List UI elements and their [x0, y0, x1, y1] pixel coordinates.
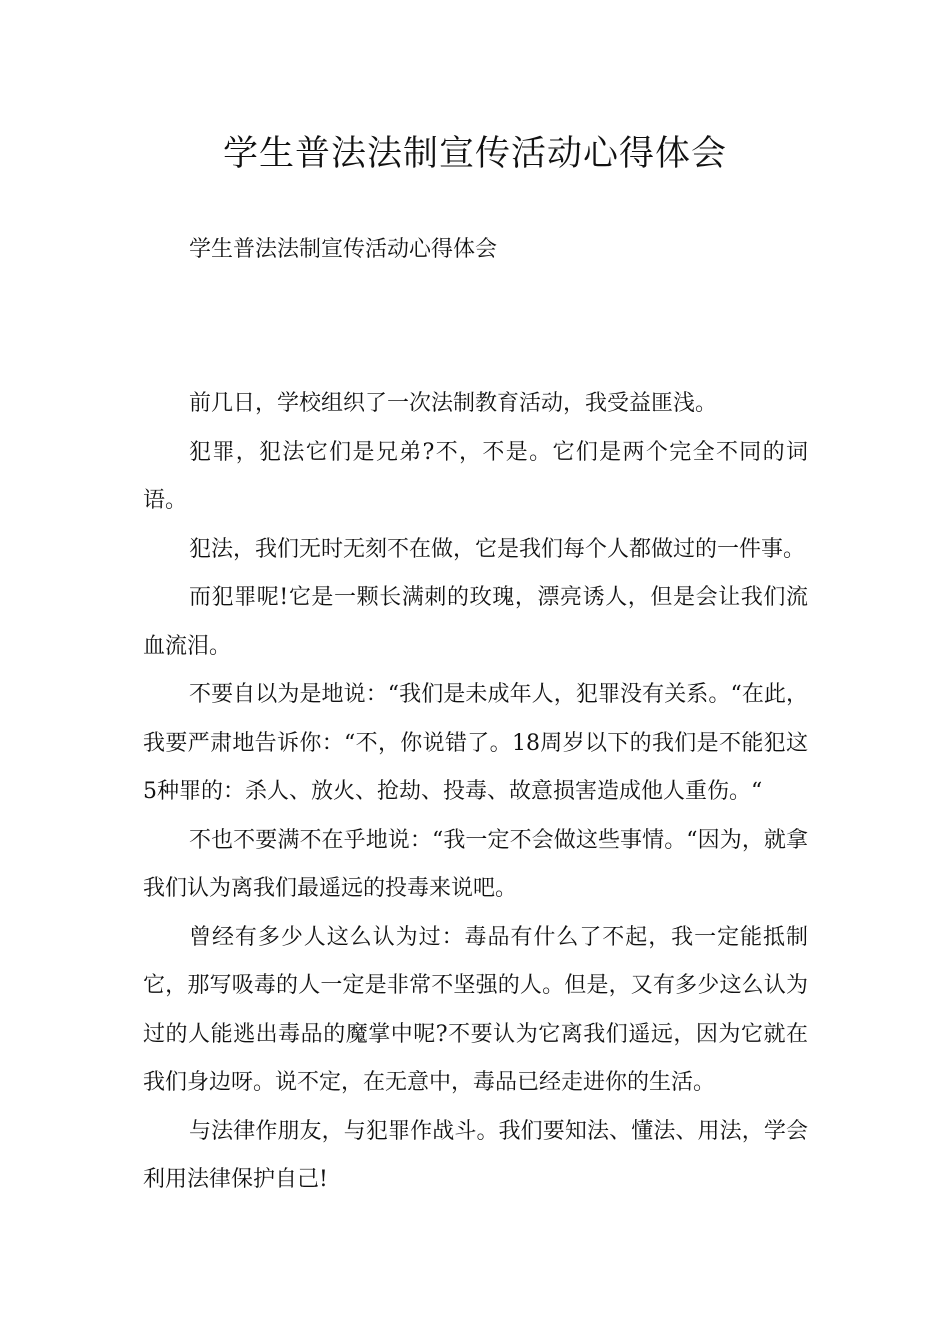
paragraph: 而犯罪呢!它是一颗长满刺的玫瑰，漂亮诱人，但是会让我们流血流泪。 [143, 585, 808, 659]
paragraph: 犯法，我们无时无刻不在做，它是我们每个人都做过的一件事。 [189, 536, 806, 562]
paragraph: 不也不要满不在乎地说：“我一定不会做这些事情。“因为，就拿我们认为离我们最遥远的投毒来说吧。 [143, 827, 808, 901]
paragraph: 曾经有多少人这么认为过：毒品有什么了不起，我一定能抵制它，那写吸毒的人一定是非常不坚强的人。但是，又有多少这么认为过的人能逃出毒品的魔掌中呢?不要认为它离我们遥远，因为它就在我们身边呀。说不定，在无意中，毒品已经走进你的生活。 [143, 924, 808, 1095]
document-body [143, 380, 808, 1205]
document-title: 学生普法法制宣传活动心得体会 [222, 134, 727, 174]
paragraph: 犯罪，犯法它们是兄弟?不，不是。它们是两个完全不同的词语。 [143, 439, 808, 513]
paragraph: 前几日，学校组织了一次法制教育活动，我受益匪浅。 [189, 391, 718, 416]
paragraph: 与法律作朋友，与犯罪作战斗。我们要知法、懂法、用法，学会利用法律保护自己! [143, 1118, 808, 1192]
paragraph: 不要自以为是地说：“我们是未成年人，犯罪没有关系。“在此，我要严肃地告诉你：“不，你说错了。18周岁以下的我们是不能犯这5种罪的：杀人、放火、抢劫、投毒、故意损害造成他人重伤。“ [143, 682, 808, 804]
document-subtitle: 学生普法法制宣传活动心得体会 [189, 237, 498, 262]
